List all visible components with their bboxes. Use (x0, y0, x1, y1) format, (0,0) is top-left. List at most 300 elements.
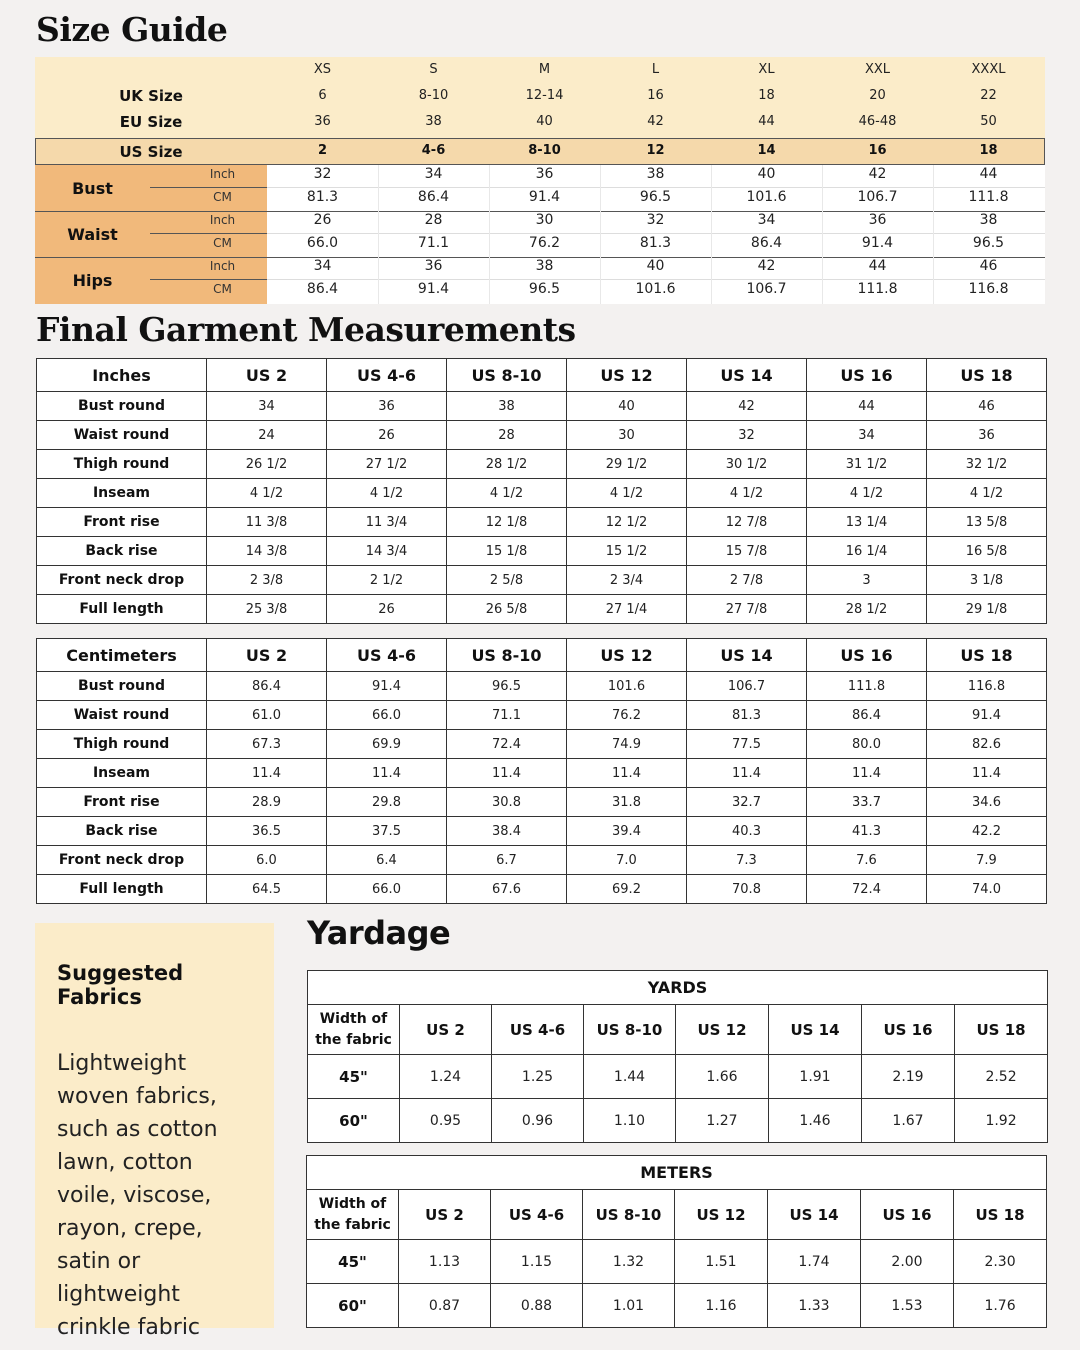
value-cell: 26 5/8 (447, 595, 567, 624)
measure-cm-cell: 76.2 (528, 235, 561, 251)
size-guide-table (35, 57, 1045, 304)
value-cell: 26 1/2 (207, 450, 327, 479)
size-header: US 14 (687, 359, 807, 392)
size-header: US 18 (927, 359, 1047, 392)
value-cell: 34 (807, 421, 927, 450)
size-header: US 2 (400, 1005, 492, 1055)
group-divider (267, 233, 1045, 234)
letter-size-cell: XXXL (971, 62, 1006, 77)
measure-inch-cell: 40 (646, 258, 665, 274)
table-row (308, 1099, 1048, 1143)
value-cell: 0.88 (491, 1284, 583, 1328)
uk-size-cell: 20 (869, 88, 886, 103)
table-row (37, 508, 1047, 537)
uk-size-cell: 6 (318, 88, 327, 103)
value-cell: 7.6 (807, 846, 927, 875)
uk-size-cell: 12-14 (525, 88, 564, 103)
measure-cm-cell: 96.5 (972, 235, 1005, 251)
value-cell: 1.76 (954, 1284, 1047, 1328)
value-cell: 29.8 (327, 788, 447, 817)
unit-label-cm: CM (213, 190, 232, 204)
value-cell: 34.6 (927, 788, 1047, 817)
row-label: Thigh round (37, 450, 207, 479)
value-cell: 11.4 (327, 759, 447, 788)
table-row (307, 1240, 1047, 1284)
width-of-fabric-label: Width of the fabric (308, 1005, 400, 1055)
measure-inch-cell: 36 (535, 166, 554, 182)
group-divider (35, 211, 1045, 212)
value-cell: 1.91 (769, 1055, 862, 1099)
measure-cm-cell: 91.4 (861, 235, 894, 251)
value-cell: 66.0 (327, 875, 447, 904)
table-row (37, 392, 1047, 421)
measure-inch-cell: 32 (646, 212, 665, 228)
value-cell: 1.16 (675, 1284, 768, 1328)
value-cell: 106.7 (687, 672, 807, 701)
value-cell: 6.4 (327, 846, 447, 875)
value-cell: 70.8 (687, 875, 807, 904)
value-cell: 74.0 (927, 875, 1047, 904)
value-cell: 46 (927, 392, 1047, 421)
size-header: US 8-10 (584, 1005, 676, 1055)
measure-cm-cell: 101.6 (635, 281, 676, 297)
value-cell: 80.0 (807, 730, 927, 759)
size-header: US 18 (927, 639, 1047, 672)
measure-inch-cell: 34 (757, 212, 776, 228)
value-cell: 27 1/4 (567, 595, 687, 624)
suggested-fabrics-title: Suggested Fabrics (57, 961, 184, 1009)
measure-inch-cell: 28 (424, 212, 443, 228)
value-cell: 11.4 (207, 759, 327, 788)
letter-size-cell: L (651, 62, 660, 77)
column-divider (711, 165, 712, 304)
value-cell: 71.1 (447, 701, 567, 730)
value-cell: 40.3 (687, 817, 807, 846)
value-cell: 3 (807, 566, 927, 595)
unit-label-inch: Inch (209, 167, 236, 181)
measure-inch-cell: 38 (535, 258, 554, 274)
value-cell: 1.67 (862, 1099, 955, 1143)
value-cell: 66.0 (327, 701, 447, 730)
value-cell: 1.24 (400, 1055, 492, 1099)
table-header-row (308, 1005, 1048, 1055)
measure-inch-cell: 42 (868, 166, 887, 182)
row-label: Full length (37, 875, 207, 904)
size-header: US 16 (807, 639, 927, 672)
row-label: Front rise (37, 508, 207, 537)
value-cell: 40 (567, 392, 687, 421)
value-cell: 6.0 (207, 846, 327, 875)
value-cell: 7.0 (567, 846, 687, 875)
column-divider (933, 165, 934, 304)
size-header: US 18 (955, 1005, 1048, 1055)
value-cell: 101.6 (567, 672, 687, 701)
caption-row (307, 1156, 1047, 1190)
table-caption: METERS (307, 1156, 1047, 1190)
value-cell: 1.33 (768, 1284, 861, 1328)
value-cell: 27 7/8 (687, 595, 807, 624)
value-cell: 42.2 (927, 817, 1047, 846)
yards-table (307, 970, 1048, 1143)
size-header: US 4-6 (491, 1190, 583, 1240)
measure-inch-cell: 34 (313, 258, 332, 274)
size-header: US 4-6 (492, 1005, 584, 1055)
value-cell: 1.25 (492, 1055, 584, 1099)
row-label: Bust round (37, 672, 207, 701)
letter-size-cell: M (538, 62, 551, 77)
value-cell: 1.51 (675, 1240, 768, 1284)
value-cell: 116.8 (927, 672, 1047, 701)
value-cell: 2 5/8 (447, 566, 567, 595)
unit-label-inch: Inch (209, 259, 236, 273)
value-cell: 69.9 (327, 730, 447, 759)
meters-table (306, 1155, 1047, 1328)
measure-cm-cell: 101.6 (746, 189, 787, 205)
fabric-width-label: 60" (308, 1099, 400, 1143)
table-row (37, 846, 1047, 875)
value-cell: 77.5 (687, 730, 807, 759)
size-header: US 4-6 (327, 639, 447, 672)
value-cell: 30 (567, 421, 687, 450)
value-cell: 1.74 (768, 1240, 861, 1284)
value-cell: 1.01 (583, 1284, 675, 1328)
value-cell: 3 1/8 (927, 566, 1047, 595)
value-cell: 30.8 (447, 788, 567, 817)
value-cell: 67.3 (207, 730, 327, 759)
table-row (37, 566, 1047, 595)
size-header: US 8-10 (447, 639, 567, 672)
measure-group-label: Waist (67, 225, 118, 244)
value-cell: 14 3/4 (327, 537, 447, 566)
measure-cm-cell: 86.4 (750, 235, 783, 251)
value-cell: 86.4 (807, 701, 927, 730)
measure-inch-cell: 30 (535, 212, 554, 228)
table-row (308, 1055, 1048, 1099)
value-cell: 12 1/8 (447, 508, 567, 537)
table-row (37, 479, 1047, 508)
group-connector-line (150, 279, 267, 280)
uk-size-label: UK Size (119, 87, 183, 105)
value-cell: 28 (447, 421, 567, 450)
measure-cm-cell: 91.4 (417, 281, 450, 297)
size-header: US 8-10 (447, 359, 567, 392)
value-cell: 11.4 (567, 759, 687, 788)
row-label: Bust round (37, 392, 207, 421)
value-cell: 41.3 (807, 817, 927, 846)
value-cell: 1.44 (584, 1055, 676, 1099)
us-size-cell: 4-6 (421, 143, 446, 158)
value-cell: 4 1/2 (687, 479, 807, 508)
value-cell: 1.32 (583, 1240, 675, 1284)
uk-size-cell: 8-10 (418, 88, 449, 103)
table-row (37, 595, 1047, 624)
value-cell: 96.5 (447, 672, 567, 701)
value-cell: 38 (447, 392, 567, 421)
row-label: Front neck drop (37, 846, 207, 875)
size-header: US 16 (807, 359, 927, 392)
caption-row (308, 971, 1048, 1005)
table-header-row (37, 639, 1047, 672)
final-measurements-title: Final Garment Measurements (36, 310, 576, 349)
letter-size-cell: XS (313, 62, 332, 77)
measure-inch-cell: 44 (868, 258, 887, 274)
eu-size-cell: 36 (314, 114, 331, 129)
measure-inch-cell: 32 (313, 166, 332, 182)
value-cell: 91.4 (327, 672, 447, 701)
value-cell: 2 1/2 (327, 566, 447, 595)
value-cell: 64.5 (207, 875, 327, 904)
value-cell: 11.4 (687, 759, 807, 788)
measure-cm-cell: 116.8 (968, 281, 1009, 297)
fabric-width-label: 45" (308, 1055, 400, 1099)
value-cell: 69.2 (567, 875, 687, 904)
measure-inch-cell: 38 (979, 212, 998, 228)
group-connector-line (150, 233, 267, 234)
measure-cm-cell: 111.8 (968, 189, 1009, 205)
yardage-title: Yardage (307, 914, 451, 952)
value-cell: 67.6 (447, 875, 567, 904)
us-size-cell: 2 (317, 143, 328, 158)
measure-cm-cell: 91.4 (528, 189, 561, 205)
value-cell: 1.66 (676, 1055, 769, 1099)
size-header: US 12 (567, 359, 687, 392)
table-row (307, 1284, 1047, 1328)
value-cell: 0.96 (492, 1099, 584, 1143)
value-cell: 11.4 (927, 759, 1047, 788)
row-label: Waist round (37, 701, 207, 730)
value-cell: 7.9 (927, 846, 1047, 875)
measure-cm-cell: 66.0 (306, 235, 339, 251)
size-header: US 14 (769, 1005, 862, 1055)
value-cell: 81.3 (687, 701, 807, 730)
measure-cm-cell: 106.7 (857, 189, 898, 205)
group-divider (35, 257, 1045, 258)
us-size-cell: 8-10 (528, 143, 561, 158)
eu-size-cell: 42 (647, 114, 664, 129)
value-cell: 28 1/2 (807, 595, 927, 624)
table-row (37, 450, 1047, 479)
suggested-fabrics-text: Lightweight woven fabrics, such as cotton lawn, cotton voile, viscose, rayon, crepe, satin or lightweight crinkle fabric (57, 1051, 218, 1340)
table-caption: YARDS (308, 971, 1048, 1005)
eu-size-cell: 44 (758, 114, 775, 129)
value-cell: 16 1/4 (807, 537, 927, 566)
value-cell: 32 (687, 421, 807, 450)
value-cell: 11 3/8 (207, 508, 327, 537)
column-divider (378, 165, 379, 304)
size-header: US 2 (399, 1190, 491, 1240)
value-cell: 11.4 (447, 759, 567, 788)
unit-label-cm: CM (213, 282, 232, 296)
eu-size-label: EU Size (119, 113, 183, 131)
value-cell: 82.6 (927, 730, 1047, 759)
value-cell: 32 1/2 (927, 450, 1047, 479)
value-cell: 72.4 (807, 875, 927, 904)
uk-size-cell: 18 (758, 88, 775, 103)
value-cell: 36 (927, 421, 1047, 450)
eu-size-cell: 40 (536, 114, 553, 129)
row-label: Inseam (37, 479, 207, 508)
column-divider (600, 165, 601, 304)
value-cell: 4 1/2 (207, 479, 327, 508)
measure-inch-cell: 38 (646, 166, 665, 182)
row-label: Thigh round (37, 730, 207, 759)
fabric-width-label: 45" (307, 1240, 399, 1284)
row-label: Waist round (37, 421, 207, 450)
uk-size-cell: 16 (647, 88, 664, 103)
measure-inch-cell: 36 (868, 212, 887, 228)
value-cell: 13 1/4 (807, 508, 927, 537)
uk-size-cell: 22 (980, 88, 997, 103)
measure-group-label: Hips (72, 271, 113, 290)
us-size-cell: 16 (868, 143, 887, 158)
value-cell: 16 5/8 (927, 537, 1047, 566)
letter-size-cell: XL (758, 62, 775, 77)
column-divider (822, 165, 823, 304)
size-header: US 12 (567, 639, 687, 672)
measure-inch-cell: 26 (313, 212, 332, 228)
unit-label-inch: Inch (209, 213, 236, 227)
size-header: US 14 (768, 1190, 861, 1240)
value-cell: 28.9 (207, 788, 327, 817)
column-divider (489, 165, 490, 304)
value-cell: 36 (327, 392, 447, 421)
value-cell: 31 1/2 (807, 450, 927, 479)
size-header: US 2 (207, 359, 327, 392)
value-cell: 2.19 (862, 1055, 955, 1099)
us-size-cell: 18 (979, 143, 998, 158)
eu-size-cell: 46-48 (858, 114, 897, 129)
value-cell: 91.4 (927, 701, 1047, 730)
value-cell: 15 1/2 (567, 537, 687, 566)
measure-group-label: Bust (72, 179, 113, 198)
value-cell: 38.4 (447, 817, 567, 846)
value-cell: 33.7 (807, 788, 927, 817)
table-row (37, 672, 1047, 701)
size-header: US 4-6 (327, 359, 447, 392)
measure-inch-cell: 36 (424, 258, 443, 274)
value-cell: 42 (687, 392, 807, 421)
table-row (37, 701, 1047, 730)
value-cell: 28 1/2 (447, 450, 567, 479)
us-size-cell: 12 (646, 143, 665, 158)
value-cell: 1.15 (491, 1240, 583, 1284)
row-label: Back rise (37, 817, 207, 846)
table-row (37, 730, 1047, 759)
value-cell: 39.4 (567, 817, 687, 846)
value-cell: 7.3 (687, 846, 807, 875)
group-connector-line (150, 187, 267, 188)
unit-label-cm: CM (213, 236, 232, 250)
value-cell: 30 1/2 (687, 450, 807, 479)
value-cell: 6.7 (447, 846, 567, 875)
table-row (37, 759, 1047, 788)
table-row (37, 421, 1047, 450)
measure-inch-cell: 42 (757, 258, 776, 274)
measure-cm-cell: 111.8 (857, 281, 898, 297)
table-row (37, 817, 1047, 846)
row-label: Back rise (37, 537, 207, 566)
value-cell: 4 1/2 (447, 479, 567, 508)
table-row (37, 788, 1047, 817)
eu-size-cell: 38 (425, 114, 442, 129)
value-cell: 26 (327, 421, 447, 450)
suggested-fabrics-panel (35, 923, 274, 1340)
table-row (37, 537, 1047, 566)
row-label: Full length (37, 595, 207, 624)
value-cell: 76.2 (567, 701, 687, 730)
size-header: US 16 (862, 1005, 955, 1055)
letter-size-cell: S (429, 62, 438, 77)
measure-cm-cell: 71.1 (417, 235, 450, 251)
value-cell: 12 1/2 (567, 508, 687, 537)
table-header-row (307, 1190, 1047, 1240)
measure-inch-cell: 40 (757, 166, 776, 182)
size-header: US 16 (861, 1190, 954, 1240)
value-cell: 1.53 (861, 1284, 954, 1328)
measure-cm-cell: 86.4 (306, 281, 339, 297)
group-divider (267, 187, 1045, 188)
value-cell: 29 1/2 (567, 450, 687, 479)
size-header: US 14 (687, 639, 807, 672)
size-header: US 12 (676, 1005, 769, 1055)
value-cell: 11.4 (807, 759, 927, 788)
value-cell: 2 3/4 (567, 566, 687, 595)
value-cell: 32.7 (687, 788, 807, 817)
table-header-row (37, 359, 1047, 392)
fabric-width-label: 60" (307, 1284, 399, 1328)
us-size-cell: 14 (757, 143, 776, 158)
value-cell: 1.13 (399, 1240, 491, 1284)
size-header: US 12 (675, 1190, 768, 1240)
value-cell: 27 1/2 (327, 450, 447, 479)
row-label: Front neck drop (37, 566, 207, 595)
value-cell: 2 3/8 (207, 566, 327, 595)
value-cell: 13 5/8 (927, 508, 1047, 537)
measure-cm-cell: 96.5 (639, 189, 672, 205)
value-cell: 37.5 (327, 817, 447, 846)
value-cell: 0.95 (400, 1099, 492, 1143)
size-guide-title: Size Guide (36, 10, 228, 49)
value-cell: 1.46 (769, 1099, 862, 1143)
inches-table (36, 358, 1047, 624)
width-of-fabric-label: Width of the fabric (307, 1190, 399, 1240)
eu-size-cell: 50 (980, 114, 997, 129)
value-cell: 31.8 (567, 788, 687, 817)
value-cell: 36.5 (207, 817, 327, 846)
measure-cm-cell: 96.5 (528, 281, 561, 297)
value-cell: 11 3/4 (327, 508, 447, 537)
value-cell: 72.4 (447, 730, 567, 759)
value-cell: 0.87 (399, 1284, 491, 1328)
value-cell: 44 (807, 392, 927, 421)
group-divider (267, 279, 1045, 280)
measure-cm-cell: 106.7 (746, 281, 787, 297)
value-cell: 61.0 (207, 701, 327, 730)
value-cell: 1.10 (584, 1099, 676, 1143)
value-cell: 2.00 (861, 1240, 954, 1284)
centimeters-table (36, 638, 1047, 904)
value-cell: 24 (207, 421, 327, 450)
value-cell: 2 7/8 (687, 566, 807, 595)
size-header: US 18 (954, 1190, 1047, 1240)
letter-size-cell: XXL (864, 62, 891, 77)
value-cell: 15 7/8 (687, 537, 807, 566)
size-header: US 2 (207, 639, 327, 672)
unit-header: Centimeters (37, 639, 207, 672)
table-row (37, 875, 1047, 904)
value-cell: 4 1/2 (327, 479, 447, 508)
measure-cm-cell: 86.4 (417, 189, 450, 205)
